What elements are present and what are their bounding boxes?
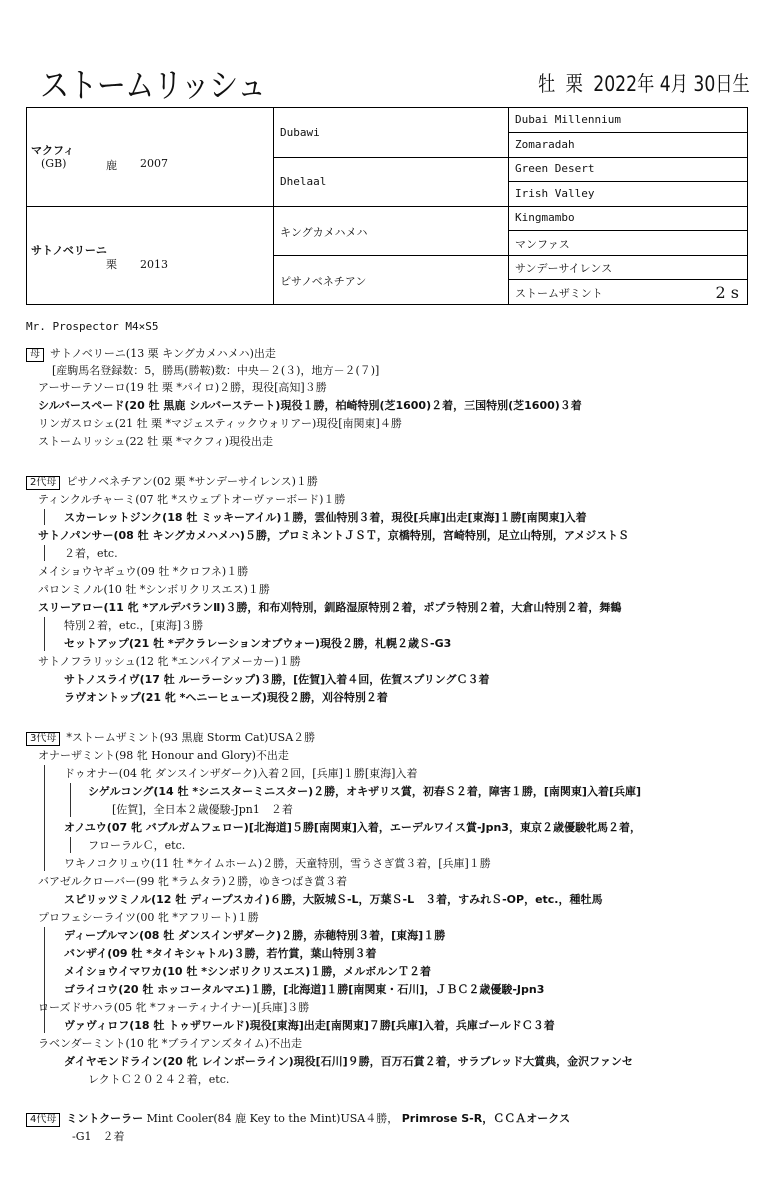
sd-line-6: パロンミノル(10 牡 *シンボリクリスエス)１勝 bbox=[38, 583, 270, 596]
dss: Kingmambo bbox=[515, 211, 575, 224]
dam-color: 栗 bbox=[106, 258, 117, 271]
horse-info bbox=[538, 68, 755, 98]
td-line-6: フローラルＣ，etc. bbox=[88, 839, 186, 852]
ssd: Zomaradah bbox=[515, 138, 575, 151]
dam-line-4: リンガスロシェ(21 牡 栗 *マジェスティックウォリアー)現役[南関東]４勝 bbox=[38, 417, 402, 430]
td-line-12: バンザイ(09 牡 *タイキシャトル)３勝，若竹賞，葉山特別３着 bbox=[64, 947, 377, 960]
sds: Green Desert bbox=[515, 162, 595, 175]
td-line-5: オノユウ(07 牝 バブルガムフェロー)[北海道]５勝[南関東]入着，エーデルワイス賞-Jpn3，東京２歳優駿牝馬２着， bbox=[64, 821, 641, 834]
ddd: ストームザミント bbox=[515, 287, 603, 300]
pedigree-table bbox=[26, 107, 748, 305]
td-line-14: ゴライコウ(20 牡 ホッコータルマエ)１勝，[北海道]１勝[南関東・石川]，ＪＢＣ２歳優駿-Jpn3 bbox=[64, 983, 545, 996]
sdd: Irish Valley bbox=[515, 187, 595, 200]
third-dam-tag: 3代母 bbox=[26, 732, 60, 746]
sd-line-5: メイショウヤギュウ(09 牡 *クロフネ)１勝 bbox=[38, 565, 249, 578]
fd-line-3: -G1 ２着 bbox=[72, 1130, 125, 1143]
td-line-2: ドゥオナー(04 牝 ダンスインザダーク)入着２回，[兵庫]１勝[東海]入着 bbox=[64, 767, 418, 780]
second-dam-heading: 2代母 ピサノベネチアン(02 栗 *サンデーサイレンス)１勝 bbox=[26, 475, 318, 490]
dam-name: サトノベリーニ bbox=[31, 244, 107, 257]
sire-sire: Dubawi bbox=[280, 126, 320, 139]
sd-line-10: サトノフラリッシュ(12 牝 *エンパイアメーカー)１勝 bbox=[38, 655, 301, 668]
td-line-18: ダイヤモンドライン(20 牝 レインボーライン)現役[石川]９勝，百万石賞２着，サラブレッド大賞典，金沢ファンセ bbox=[64, 1055, 633, 1068]
inbreed-note: 2 s bbox=[715, 283, 739, 302]
sd-line-2: スカーレットジンク(18 牡 ミッキーアイル)１勝，雲仙特別３着，現役[兵庫]出走[東海]１勝[南関東]入着 bbox=[64, 511, 587, 524]
dds: サンデーサイレンス bbox=[515, 262, 613, 275]
dam-line-5: ストームリッシュ(22 牡 栗 *マクフィ)現役出走 bbox=[38, 435, 274, 448]
td-line-4: [佐賀]，全日本２歳優駿-Jpn1 ２着 bbox=[112, 803, 293, 816]
dam-tag: 母 bbox=[26, 348, 44, 362]
sire-color: 鹿 bbox=[106, 159, 117, 172]
dam-year: 2013 bbox=[140, 258, 168, 271]
sex: 牡 bbox=[538, 72, 556, 96]
sd-line-3: サトノパンサー(08 牡 キングカメハメハ)５勝，プロミネントＪＳＴ，京橋特別，宮崎特別，足立山特別，アメジストＳ bbox=[38, 529, 629, 542]
td-line-19: レクトＣ２０２４２着，etc. bbox=[88, 1073, 230, 1086]
sire-origin: (GB) bbox=[41, 157, 67, 170]
td-line-15: ローズドサハラ(05 牝 *フォーティナイナー)[兵庫]３勝 bbox=[38, 1001, 310, 1014]
dsd: マンファス bbox=[515, 238, 570, 251]
sd-line-1: ティンクルチャーミ(07 牝 *スウェプトオーヴァーボード)１勝 bbox=[38, 493, 346, 506]
dam-heading: 母 サトノベリーニ(13 栗 キングカメハメハ)出走 bbox=[26, 347, 276, 362]
sd-line-9: セットアップ(21 牡 *デクラレーションオブウォー)現役２勝，札幌２歳Ｓ-G3 bbox=[64, 637, 452, 650]
coat-color: 栗 bbox=[565, 72, 583, 96]
fourth-dam-heading: 4代母 ミントクーラー Mint Cooler(84 鹿 Key to the Mint)USA４勝， Primrose S-R，ＣＣＡオークス bbox=[26, 1112, 570, 1127]
sire-dam: Dhelaal bbox=[280, 175, 327, 188]
dam-line-2: アーサーテソーロ(19 牡 栗 *パイロ)２勝，現役[高知]３勝 bbox=[38, 381, 327, 394]
inbreeding-cross: Mr. Prospector M4×S5 bbox=[26, 320, 159, 333]
sss: Dubai Millennium bbox=[515, 113, 621, 126]
dam-sire: キングカメハメハ bbox=[280, 226, 368, 239]
td-line-1: オナーザミント(98 牝 Honour and Glory)不出走 bbox=[38, 749, 289, 762]
horse-name: ストームリッシュ bbox=[40, 66, 266, 106]
td-line-16: ヴァヴィロフ(18 牡 トゥザワールド)現役[東海]出走[南関東]７勝[兵庫]入着，兵庫ゴールドＣ３着 bbox=[64, 1019, 555, 1032]
td-line-11: ディープルマン(08 牡 ダンスインザダーク)２勝，赤穂特別３着，[東海]１勝 bbox=[64, 929, 446, 942]
td-line-13: メイショウイマワカ(10 牡 *シンボリクリスエス)１勝，メルボルンＴ２着 bbox=[64, 965, 432, 978]
birth-date: 2022年 4月 30日生 bbox=[593, 72, 750, 96]
sd-line-7: スリーアロー(11 牝 *アルデバランⅡ)３勝，和布刈特別，釧路湿原特別２着，ポプラ特別２着，大倉山特別２着，舞鶴 bbox=[38, 601, 622, 614]
sire-year: 2007 bbox=[140, 157, 168, 170]
sd-line-12: ラヴオントップ(21 牝 *ヘニーヒューズ)現役２勝，刈谷特別２着 bbox=[64, 691, 388, 704]
dam-line-3: シルバースペード(20 牡 黒鹿 シルバーステート)現役１勝，柏崎特別(芝1600)２着，三国特別(芝1600)３着 bbox=[38, 399, 582, 412]
td-line-17: ラベンダーミント(10 牝 *ブライアンズタイム)不出走 bbox=[38, 1037, 302, 1050]
third-dam-heading: 3代母 *ストームザミント(93 黒鹿 Storm Cat)USA２勝 bbox=[26, 731, 315, 746]
fourth-dam-tag: 4代母 bbox=[26, 1113, 60, 1127]
td-line-8: バアゼルクローバー(99 牝 *ラムタラ)２勝，ゆきつばき賞３着 bbox=[38, 875, 348, 888]
dam-dam: ピサノベネチアン bbox=[280, 275, 367, 288]
dam-line-1: [産駒馬名登録数：5，勝馬(勝鞍)数：中央－２(３)，地方－２(７)] bbox=[52, 364, 380, 377]
td-line-7: ワキノコクリュウ(11 牡 *ケイムホーム)２勝，天童特別，雪うさぎ賞３着，[兵庫]１勝 bbox=[64, 857, 491, 870]
sire-name: マクフィ bbox=[31, 144, 75, 157]
td-line-10: プロフェシーライツ(00 牝 *アフリート)１勝 bbox=[38, 911, 259, 924]
sd-line-8: 特別２着，etc.，[東海]３勝 bbox=[64, 619, 204, 632]
sd-line-11: サトノスライヴ(17 牡 ルーラーシップ)３勝，[佐賀]入着４回，佐賀スプリングＣ３着 bbox=[64, 673, 490, 686]
td-line-9: スピリッツミノル(12 牡 ディープスカイ)６勝，大阪城Ｓ-L，万葉Ｓ-L ３着，すみれＳ-OP，etc.，種牡馬 bbox=[64, 893, 603, 906]
td-line-3: シゲルコング(14 牡 *シニスターミニスター)２勝，オキザリス賞，初春Ｓ２着，障害１勝，[南関東]入着[兵庫] bbox=[88, 785, 641, 798]
sd-line-4: ２着，etc. bbox=[64, 547, 118, 560]
second-dam-tag: 2代母 bbox=[26, 476, 60, 490]
